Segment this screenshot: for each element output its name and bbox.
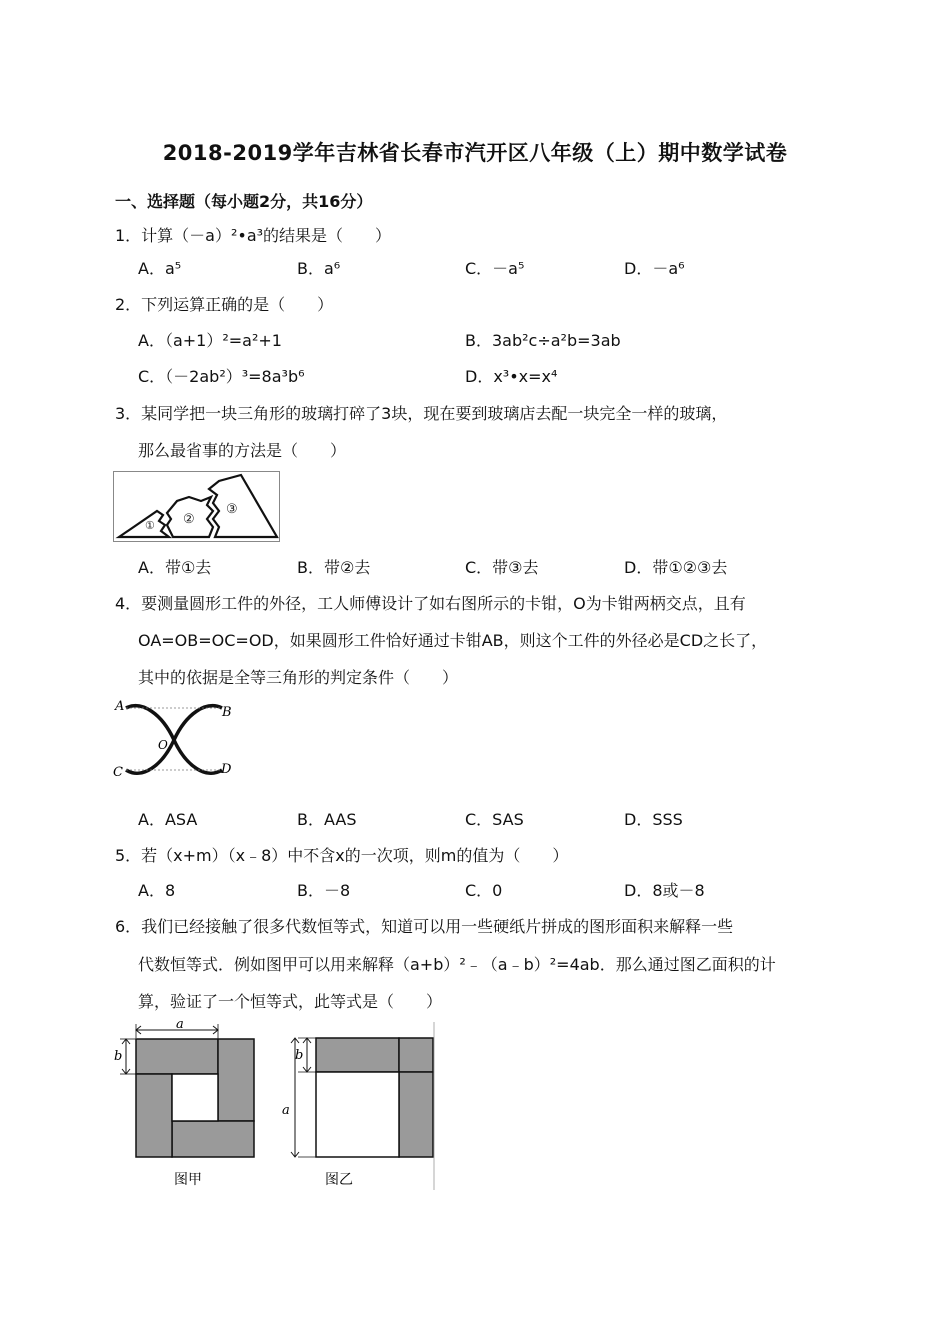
question-3-line1: 3．某同学把一块三角形的玻璃打碎了3块，现在要到玻璃店去配一块完全一样的玻璃，	[115, 404, 728, 423]
q1-option-c: C．－a⁵	[465, 259, 525, 278]
q5-option-d: D．8或－8	[624, 881, 705, 900]
q5-option-b: B．－8	[297, 881, 351, 900]
glass-label-2: ②	[183, 512, 195, 527]
question-4-line1: 4．要测量圆形工件的外径，工人师傅设计了如右图所示的卡钳，O为卡钳两柄交点，且有	[115, 594, 746, 613]
q4-option-b: B．AAS	[297, 810, 357, 829]
question-4-line2: OA=OB=OC=OD，如果圆形工件恰好通过卡钳AB，则这个工件的外径必是CD之长了，	[138, 631, 768, 650]
caliper-label-o: O	[158, 738, 168, 752]
fig-yi-label-b: b	[295, 1048, 304, 1063]
q4-option-d: D．SSS	[624, 810, 683, 829]
section-heading: 一、选择题（每小题2分，共16分）	[115, 192, 373, 211]
broken-glass-figure	[113, 471, 281, 543]
q1-option-d: D．－a⁶	[624, 259, 685, 278]
q2-option-b: B．3ab²c÷a²b=3ab	[465, 331, 621, 350]
q3-option-b: B．带②去	[297, 558, 371, 577]
q1-option-b: B．a⁶	[297, 259, 341, 278]
figure-yi	[282, 1022, 434, 1190]
q3-option-c: C．带③去	[465, 558, 539, 577]
q2-option-a: A．（a+1）²=a²+1	[138, 331, 282, 350]
question-4-line3: 其中的依据是全等三角形的判定条件（ ）	[138, 668, 459, 687]
q4-option-c: C．SAS	[465, 810, 524, 829]
q3-option-d: D．带①②③去	[624, 558, 728, 577]
q4-option-a: A．ASA	[138, 810, 198, 829]
glass-label-3: ③	[226, 502, 238, 517]
fig-jia-label-b: b	[114, 1049, 123, 1064]
caliper-label-a: A	[115, 699, 125, 714]
q2-option-d: D．x³•x=x⁴	[465, 367, 558, 386]
q5-option-c: C．0	[465, 881, 503, 900]
caliper-label-c: C	[113, 765, 123, 780]
question-6-line2: 代数恒等式．例如图甲可以用来解释（a+b）²﹣（a﹣b）²=4ab．那么通过图乙面积的计	[138, 955, 776, 974]
question-3-line2: 那么最省事的方法是（ ）	[138, 441, 347, 460]
question-1-stem: 1．计算（－a）²•a³的结果是（ ）	[115, 226, 392, 245]
question-5-stem: 5．若（x+m）（x﹣8）中不含x的一次项，则m的值为（ ）	[115, 846, 569, 865]
identity-figures	[110, 1018, 440, 1190]
q1-option-a: A．a⁵	[138, 259, 182, 278]
q5-option-a: A．8	[138, 881, 176, 900]
fig-jia-label-a: a	[176, 1018, 184, 1032]
fig-jia-caption: 图甲	[174, 1172, 202, 1188]
figure-jia	[114, 1018, 254, 1188]
page-title: 2018-2019学年吉林省长春市汽开区八年级（上）期中数学试卷	[162, 141, 788, 165]
caliper-figure	[112, 696, 236, 784]
caliper-label-b: B	[222, 705, 232, 720]
fig-yi-label-a: a	[282, 1103, 290, 1118]
caliper-arm-cb	[126, 706, 222, 773]
glass-piece-1	[119, 511, 169, 537]
glass-piece-3	[209, 475, 277, 537]
question-2-stem: 2．下列运算正确的是（ ）	[115, 295, 334, 314]
q3-option-a: A．带①去	[138, 558, 212, 577]
question-6-line3: 算，验证了一个恒等式，此等式是（ ）	[138, 992, 443, 1011]
glass-label-1: ①	[145, 519, 155, 532]
caliper-label-d: D	[221, 762, 232, 777]
q2-option-c: C．（－2ab²）³=8a³b⁶	[138, 367, 305, 386]
question-6-line1: 6．我们已经接触了很多代数恒等式，知道可以用一些硬纸片拼成的图形面积来解释一些	[115, 917, 734, 936]
fig-yi-caption: 图乙	[325, 1172, 353, 1188]
